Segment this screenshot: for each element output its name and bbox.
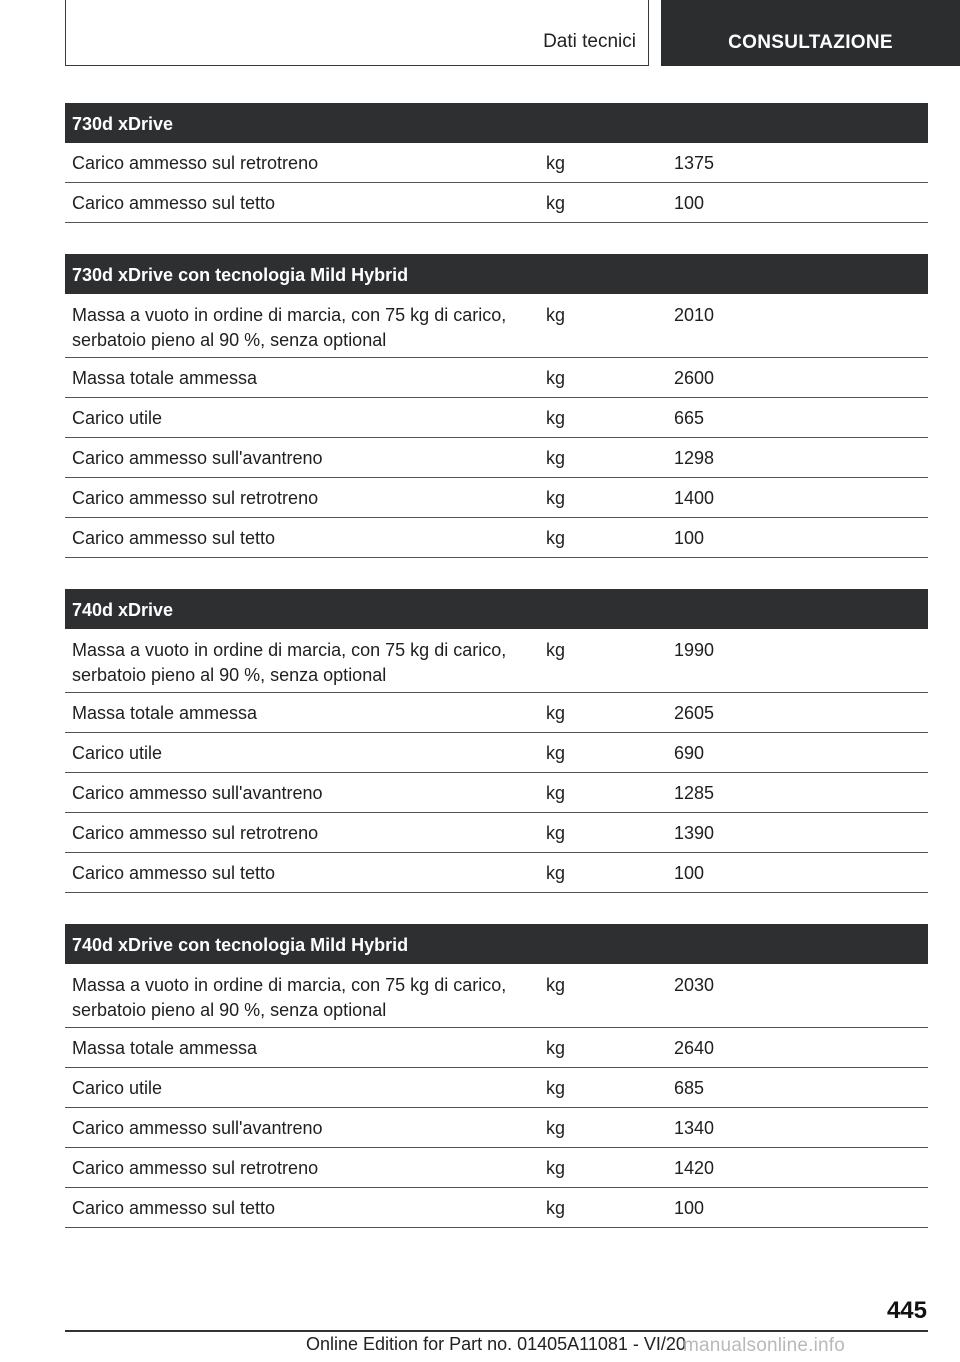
row-value: 2640	[674, 1038, 715, 1058]
row-label: Carico ammesso sul retrotreno	[72, 153, 319, 173]
row-label: Carico utile	[72, 408, 163, 428]
table-row	[65, 183, 928, 223]
table-row	[65, 358, 928, 398]
row-unit: kg	[546, 368, 566, 388]
row-value: 2030	[674, 975, 715, 995]
row-value: 1298	[674, 448, 715, 468]
row-unit: kg	[546, 823, 566, 843]
row-label: Carico ammesso sull'avantreno	[72, 1118, 323, 1138]
row-label: Carico ammesso sul retrotreno	[72, 488, 319, 508]
row-value: 100	[674, 528, 705, 548]
table-row	[65, 773, 928, 813]
table-row	[65, 1148, 928, 1188]
row-unit: kg	[546, 408, 566, 428]
row-label	[65, 638, 539, 692]
row-label	[65, 303, 539, 357]
table-title: 740d xDrive con tecnologia Mild Hybrid	[65, 924, 928, 964]
row-label: Carico ammesso sull'avantreno	[72, 783, 323, 803]
row-label-line: serbatoio pieno al 90 %, senza optional	[72, 1000, 387, 1020]
row-label-line: serbatoio pieno al 90 %, senza optional	[72, 330, 387, 350]
row-unit: kg	[546, 1198, 566, 1218]
table-row	[65, 294, 928, 358]
row-label: Carico utile	[72, 743, 163, 763]
row-label-line: Massa a vuoto in ordine di marcia, con 75 kg di carico,	[72, 305, 507, 325]
row-value: 1285	[674, 783, 715, 803]
row-unit: kg	[546, 640, 566, 660]
row-unit: kg	[546, 1118, 566, 1138]
section-title: Dati tecnici	[543, 31, 636, 52]
table-row	[65, 398, 928, 438]
row-value: 1390	[674, 823, 715, 843]
table-row	[65, 964, 928, 1028]
section-header-box	[65, 0, 649, 66]
row-label: Carico ammesso sul tetto	[72, 193, 276, 213]
table-row	[65, 853, 928, 893]
row-value: 1400	[674, 488, 715, 508]
table-row	[65, 518, 928, 558]
row-unit: kg	[546, 448, 566, 468]
row-label: Massa totale ammessa	[72, 703, 258, 723]
table-row	[65, 478, 928, 518]
row-label	[65, 973, 539, 1027]
table-row	[65, 1028, 928, 1068]
chapter-title: CONSULTAZIONE	[728, 32, 893, 53]
spec-table-740d-xdrive	[65, 589, 928, 893]
table-row	[65, 143, 928, 183]
row-value: 690	[674, 743, 705, 763]
table-row	[65, 438, 928, 478]
row-value: 1375	[674, 153, 715, 173]
table-row	[65, 1068, 928, 1108]
row-unit: kg	[546, 528, 566, 548]
row-unit: kg	[546, 193, 566, 213]
row-label: Carico ammesso sul tetto	[72, 1198, 276, 1218]
row-label: Carico ammesso sul tetto	[72, 528, 276, 548]
row-unit: kg	[546, 975, 566, 995]
row-value: 100	[674, 193, 705, 213]
row-value: 2010	[674, 305, 715, 325]
row-unit: kg	[546, 743, 566, 763]
row-value: 2600	[674, 368, 715, 388]
row-label: Carico ammesso sull'avantreno	[72, 448, 323, 468]
row-label-line: Massa a vuoto in ordine di marcia, con 75 kg di carico,	[72, 640, 507, 660]
table-row	[65, 1108, 928, 1148]
row-label: Carico ammesso sul retrotreno	[72, 1158, 319, 1178]
table-row	[65, 813, 928, 853]
table-title: 730d xDrive	[65, 103, 928, 143]
row-unit: kg	[546, 783, 566, 803]
row-unit: kg	[546, 488, 566, 508]
spec-table-730d-xdrive	[65, 103, 928, 223]
page-header	[65, 0, 960, 66]
watermark: manualsonline.info	[683, 1335, 846, 1356]
row-value: 100	[674, 1198, 705, 1218]
row-label: Carico ammesso sul retrotreno	[72, 823, 319, 843]
table-row	[65, 1188, 928, 1228]
row-label: Massa totale ammessa	[72, 368, 258, 388]
spec-table-740d-xdrive-mild-hybrid	[65, 924, 928, 1228]
row-label: Carico utile	[72, 1078, 163, 1098]
table-title: 730d xDrive con tecnologia Mild Hybrid	[65, 254, 928, 294]
row-unit: kg	[546, 1038, 566, 1058]
row-label-line: serbatoio pieno al 90 %, senza optional	[72, 665, 387, 685]
page-number: 445	[886, 1297, 927, 1324]
row-value: 100	[674, 863, 705, 883]
row-value: 685	[674, 1078, 705, 1098]
row-value: 1990	[674, 640, 715, 660]
row-value: 1420	[674, 1158, 715, 1178]
row-value: 1340	[674, 1118, 715, 1138]
table-row	[65, 629, 928, 693]
row-value: 2605	[674, 703, 715, 723]
chapter-tab	[661, 0, 960, 66]
row-value: 665	[674, 408, 705, 428]
row-label: Carico ammesso sul tetto	[72, 863, 276, 883]
row-unit: kg	[546, 1158, 566, 1178]
row-label-line: Massa a vuoto in ordine di marcia, con 75 kg di carico,	[72, 975, 507, 995]
row-unit: kg	[546, 1078, 566, 1098]
spec-content	[65, 103, 928, 1259]
row-unit: kg	[546, 703, 566, 723]
edition-text: Online Edition for Part no. 01405A11081 - VI/20	[306, 1334, 686, 1354]
table-title: 740d xDrive	[65, 589, 928, 629]
table-row	[65, 733, 928, 773]
table-row	[65, 693, 928, 733]
row-unit: kg	[546, 305, 566, 325]
row-unit: kg	[546, 153, 566, 173]
spec-table-730d-xdrive-mild-hybrid	[65, 254, 928, 558]
footer-divider	[65, 1330, 928, 1332]
row-label: Massa totale ammessa	[72, 1038, 258, 1058]
row-unit: kg	[546, 863, 566, 883]
